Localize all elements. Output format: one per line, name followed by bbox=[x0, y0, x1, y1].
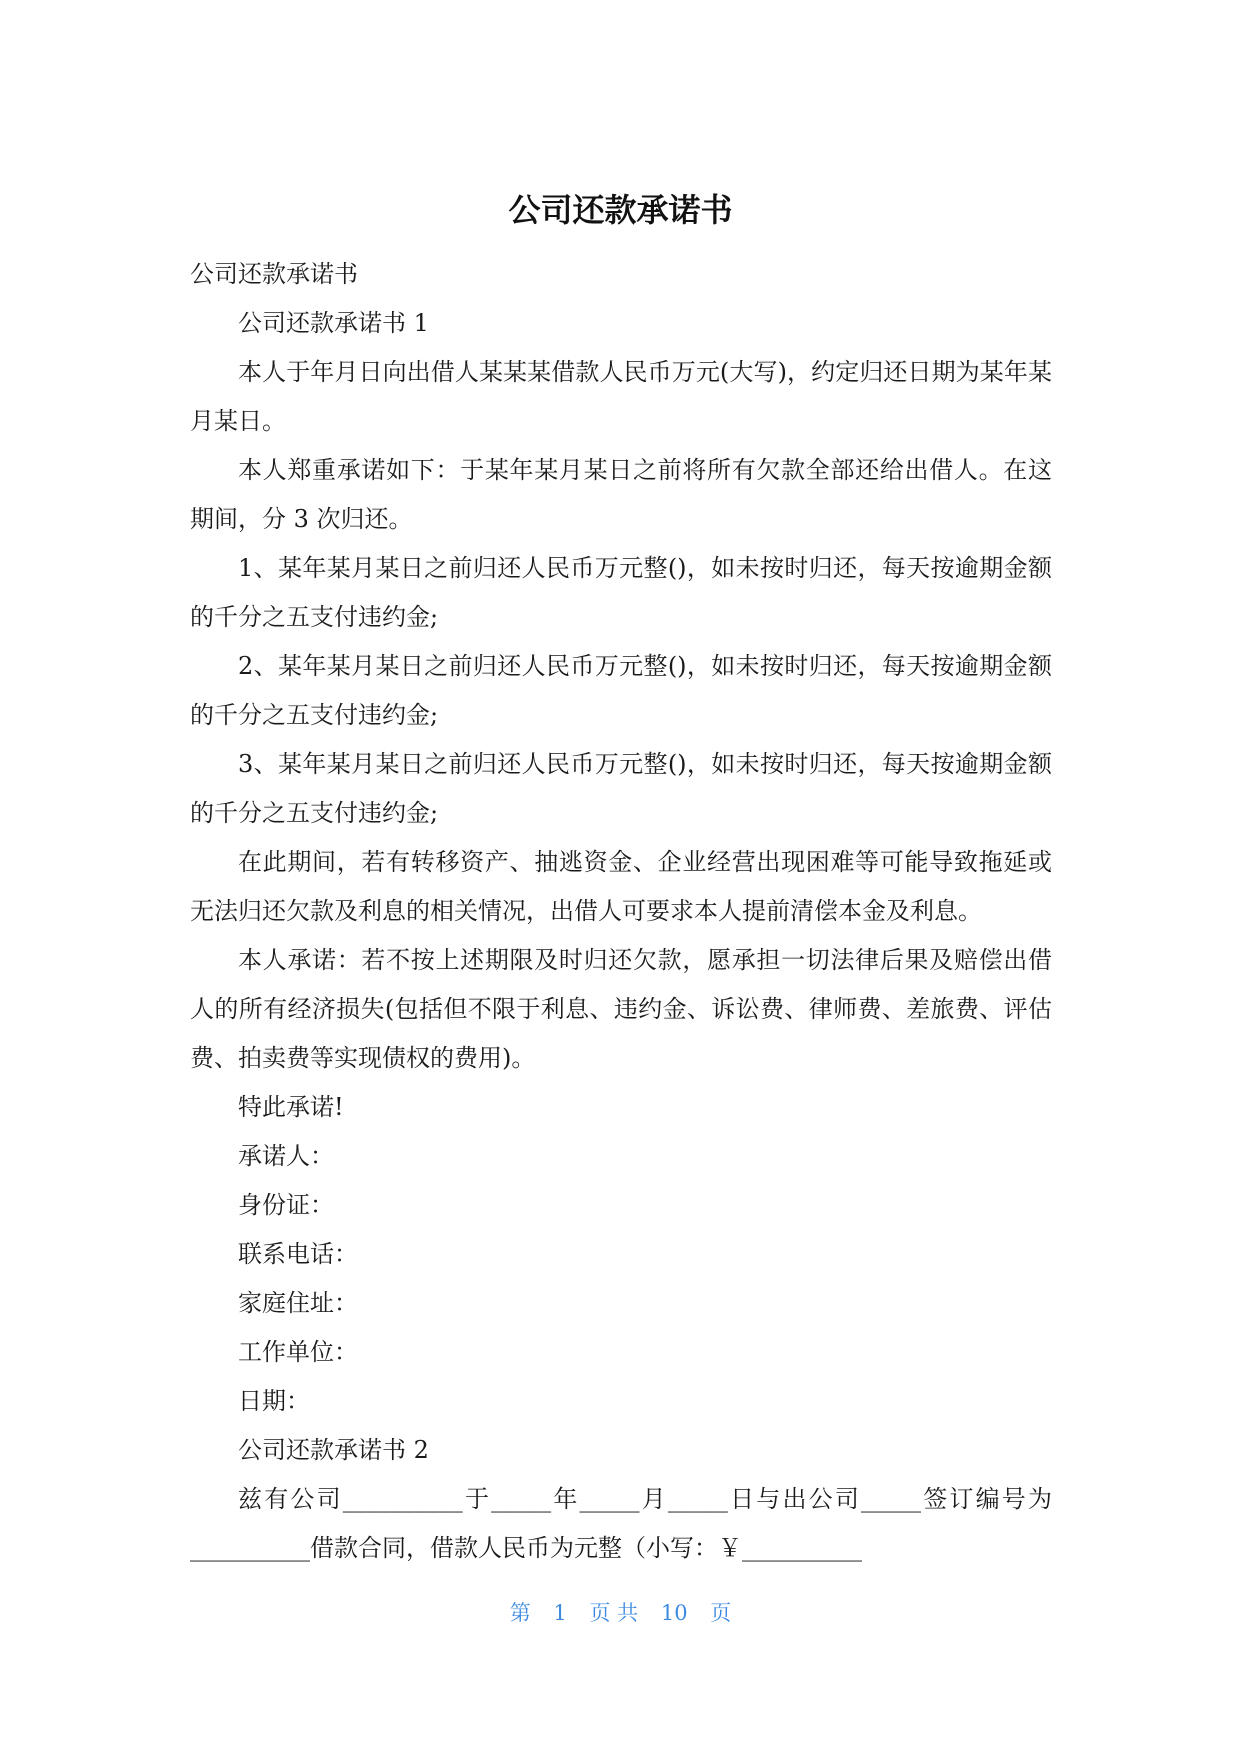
body-paragraph: 1、某年某月某日之前归还人民币万元整()，如未按时归还，每天按逾期金额的千分之五支付违约金; bbox=[190, 554, 1052, 631]
total-page-count: 10 bbox=[660, 1601, 688, 1625]
body-paragraph: 在此期间，若有转移资产、抽逃资金、企业经营出现困难等可能导致拖延或无法归还欠款及利息的相关情况，出借人可要求本人提前清偿本金及利息。 bbox=[190, 848, 1052, 925]
page-label-prefix: 第 bbox=[509, 1601, 531, 1625]
signature-field-promisor: 承诺人： bbox=[238, 1142, 334, 1170]
body-paragraph: 特此承诺! bbox=[238, 1093, 344, 1121]
subtitle-paragraph: 公司还款承诺书 bbox=[190, 260, 358, 288]
signature-field-address: 家庭住址： bbox=[238, 1289, 358, 1317]
document-title: 公司还款承诺书 bbox=[508, 191, 733, 229]
section-heading-1: 公司还款承诺书 1 bbox=[238, 309, 429, 337]
current-page-number: 1 bbox=[553, 1601, 567, 1625]
signature-field-phone: 联系电话： bbox=[238, 1240, 358, 1268]
body-paragraph: 2、某年某月某日之前归还人民币万元整()，如未按时归还，每天按逾期金额的千分之五支付违约金; bbox=[190, 652, 1052, 729]
body-paragraph: 3、某年某月某日之前归还人民币万元整()，如未按时归还，每天按逾期金额的千分之五支付违约金; bbox=[190, 750, 1052, 827]
body-paragraph: 兹有公司__________于_____年_____月_____日与出公司_____签订编号为__________借款合同，借款人民币为元整（小写：￥__________ bbox=[190, 1485, 1052, 1562]
signature-field-employer: 工作单位： bbox=[238, 1338, 358, 1366]
document-body bbox=[190, 250, 1052, 1573]
body-paragraph: 本人承诺：若不按上述期限及时归还欠款，愿承担一切法律后果及赔偿出借人的所有经济损失(包括但不限于利息、违约金、诉讼费、律师费、差旅费、评估费、拍卖费等实现债权的费用)。 bbox=[190, 946, 1052, 1072]
body-paragraph: 本人于年月日向出借人某某某借款人民币万元(大写)，约定归还日期为某年某月某日。 bbox=[190, 358, 1052, 435]
page-label-suffix: 页 bbox=[710, 1601, 732, 1625]
signature-field-id-card: 身份证： bbox=[238, 1191, 334, 1219]
signature-field-date: 日期： bbox=[238, 1387, 310, 1415]
page-label-middle: 页 共 bbox=[589, 1601, 639, 1625]
section-heading-2: 公司还款承诺书 2 bbox=[238, 1436, 429, 1464]
page-number-footer bbox=[0, 1598, 1241, 1628]
body-paragraph: 本人郑重承诺如下：于某年某月某日之前将所有欠款全部还给出借人。在这期间，分 3 次归还。 bbox=[190, 456, 1052, 533]
